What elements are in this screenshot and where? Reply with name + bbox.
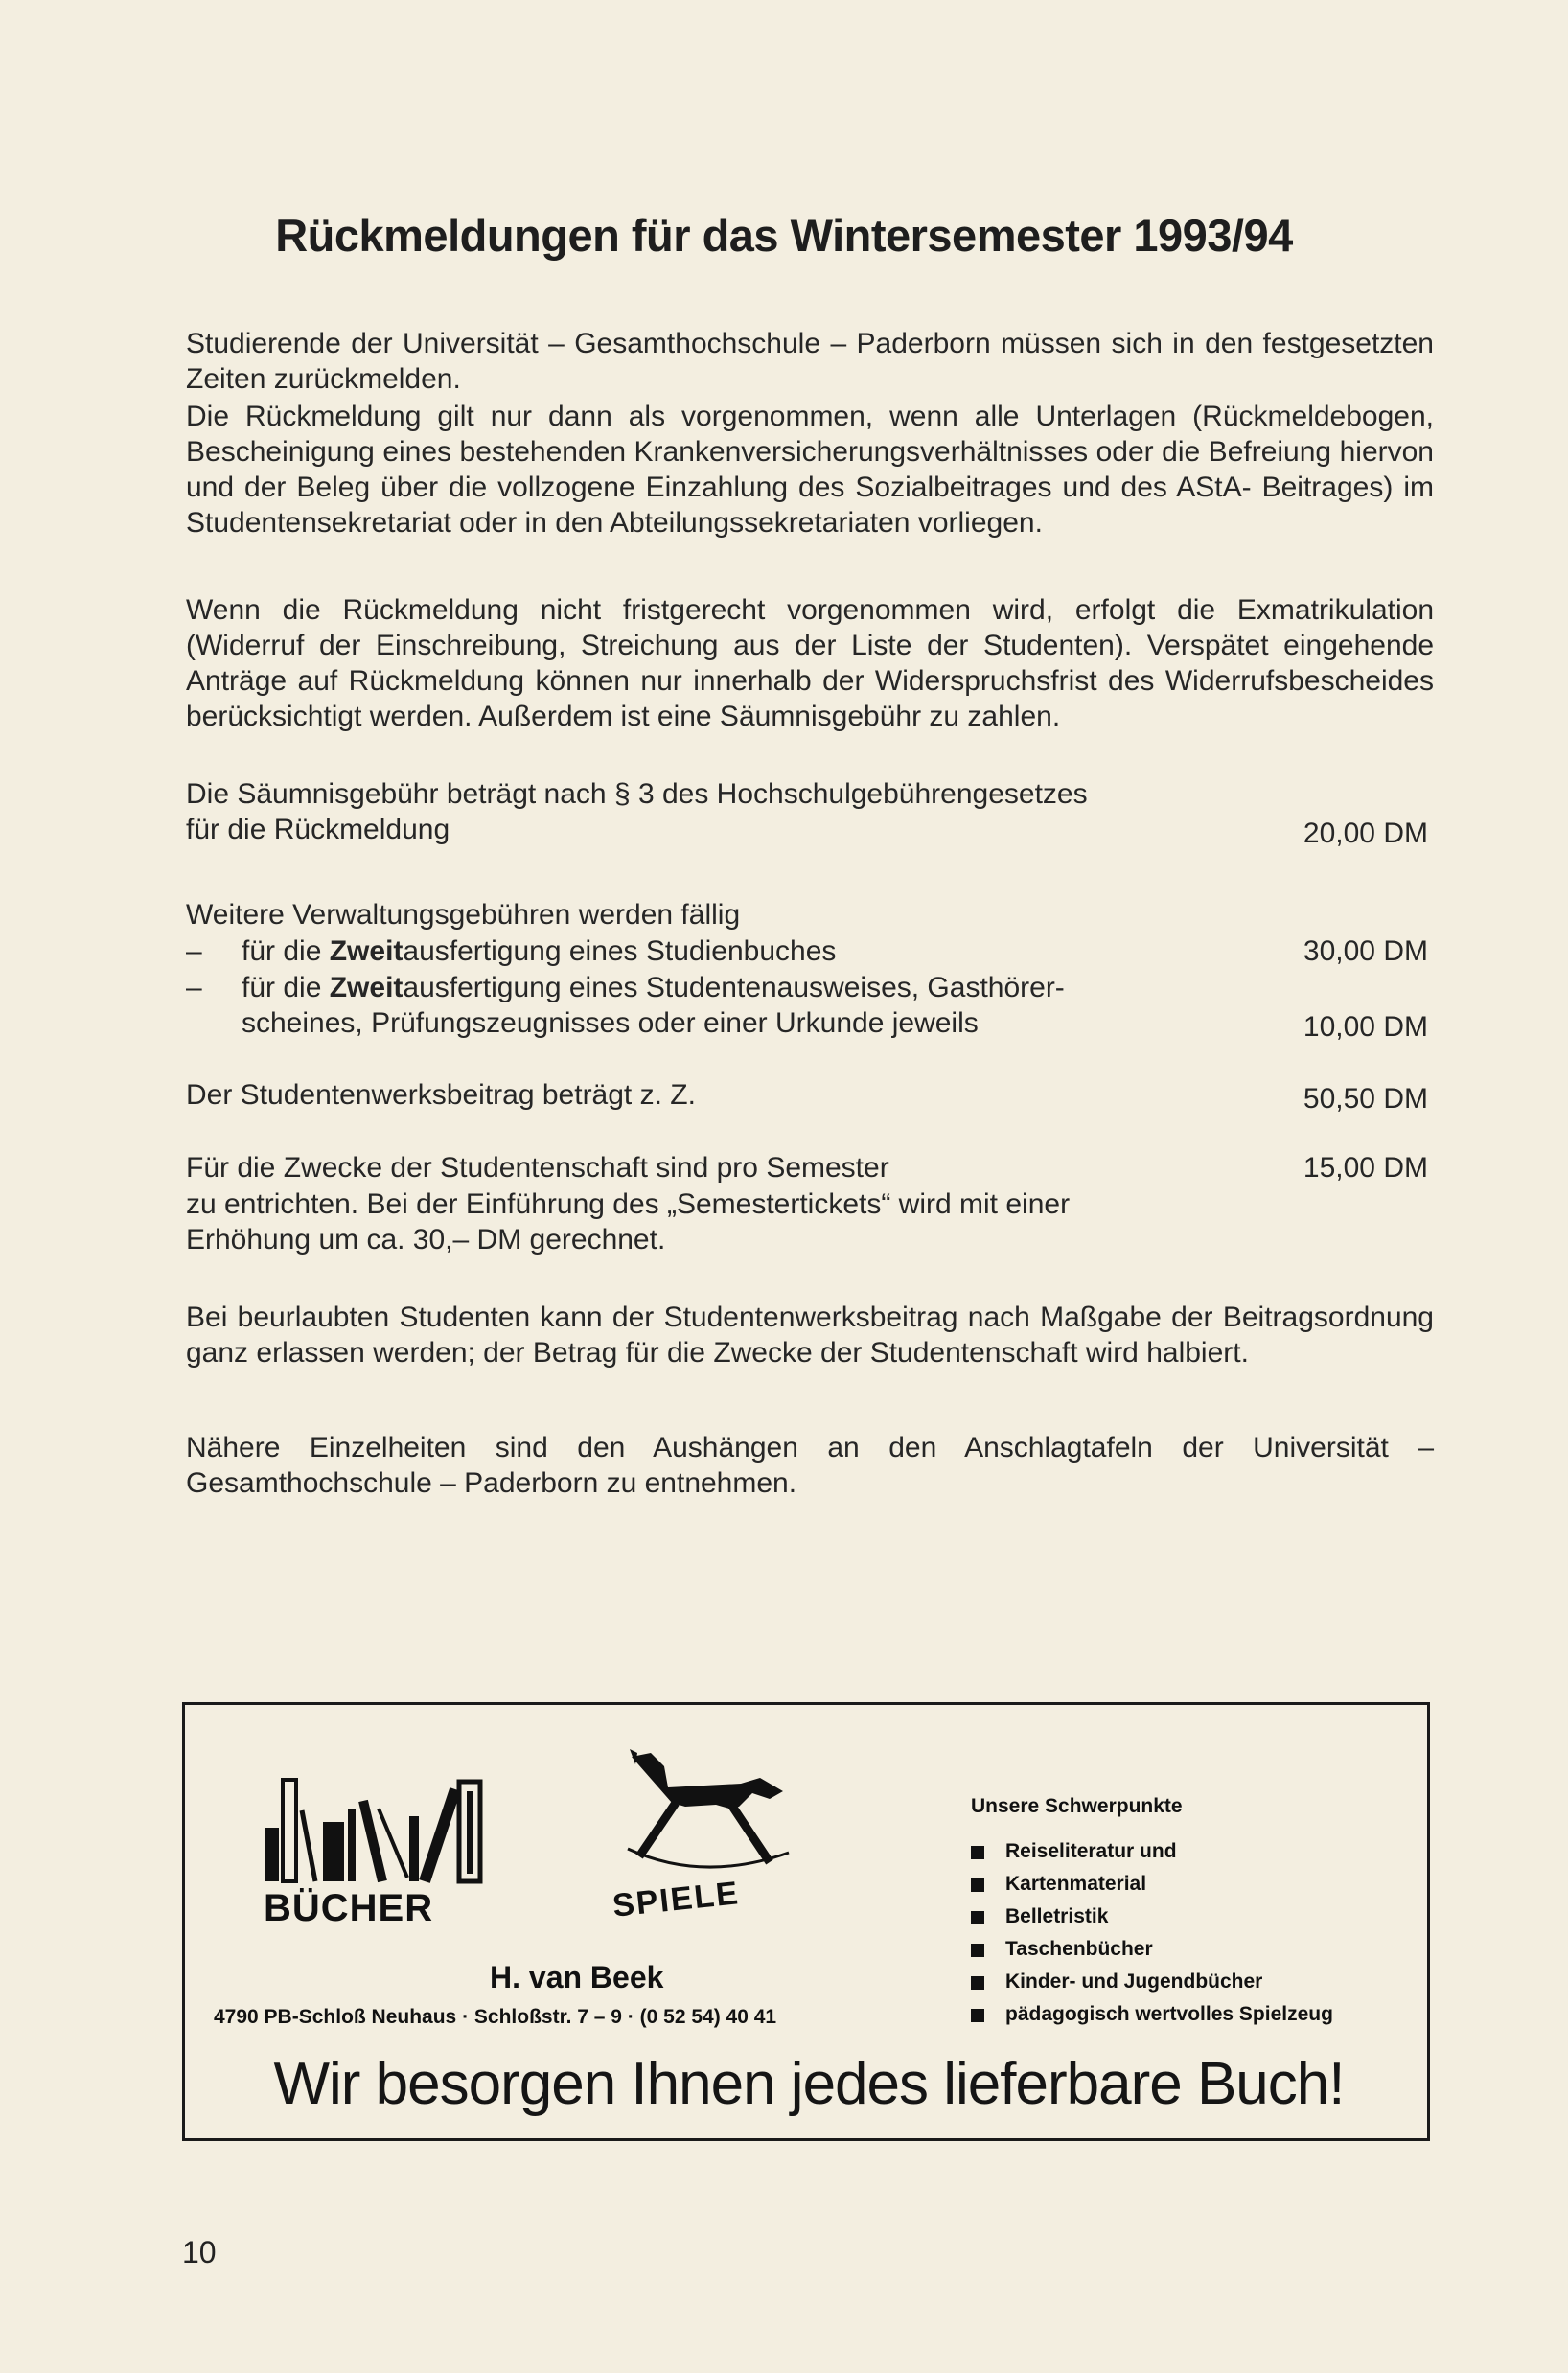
ad-slogan: Wir besorgen Ihnen jedes lieferbare Buch!	[273, 2051, 1345, 2117]
admin-fee-item-text-line2: scheines, Prüfungszeugnisses oder einer Urkunde jeweils	[242, 1007, 979, 1039]
list-dash: –	[186, 972, 202, 1003]
list-item	[971, 1998, 1333, 2031]
admin-fee-item-text	[242, 933, 836, 969]
item-rest: ausfertigung eines Studienbuches	[403, 935, 837, 967]
item-prefix: für die	[242, 972, 330, 1003]
studentenschaft-line1	[186, 1150, 1428, 1186]
page-number: 10	[182, 2235, 217, 2269]
square-bullet-icon	[971, 2009, 984, 2022]
late-fee-line2	[186, 812, 1428, 847]
paragraph-exmatriculation: Wenn die Rückmeldung nicht fristgerecht vorgenommen wird, erfolgt die Exmatrikulation (Widerruf der Einschreibung, Streichung aus der Liste der Studenten). Verspätet eingehende Anträge auf Rückmeldung können nur innerhalb der Widerspruchsfrist des Widerrufsbescheides berücksichtigt werden. Außerdem ist eine Säumnisgebühr zu zahlen.	[186, 594, 1434, 732]
paragraph-beurlaubt: Bei beurlaubten Studenten kann der Studentenwerksbeitrag nach Maßgabe der Beitragsordnung ganz erlassen werden; der Betrag für die Zwecke der Studentenschaft wird halbiert.	[186, 1302, 1434, 1369]
paragraph-intro: Studierende der Universität – Gesamthochschule – Paderborn müssen sich in den festgesetzten Zeiten zurückmelden.	[186, 328, 1434, 395]
admin-fees-intro	[186, 897, 1428, 933]
late-fee-amount: 20,00 DM	[1303, 818, 1428, 849]
focus-item-label: pädagogisch wertvolles Spielzeug	[1005, 2003, 1333, 2025]
focus-item-label: Reiseliteratur und	[1005, 1840, 1177, 1862]
square-bullet-icon	[971, 1944, 984, 1957]
page-title: Rückmeldungen für das Wintersemester 1993/94	[275, 210, 1293, 261]
square-bullet-icon	[971, 1976, 984, 1990]
shop-address: 4790 PB-Schloß Neuhaus · Schloßstr. 7 – 9 · (0 52 54) 40 41	[214, 2006, 777, 2028]
list-item	[971, 1835, 1333, 1868]
list-dash: –	[186, 935, 202, 967]
list-item	[971, 1901, 1333, 1933]
admin-fee-amount-ausweis: 10,00 DM	[1303, 1011, 1428, 1043]
focus-item-label: Belletristik	[1005, 1905, 1109, 1927]
late-fee-label: für die Rückmeldung	[186, 814, 450, 845]
item-bold: Zweit	[329, 972, 404, 1003]
studentenwerk-amount: 50,50 DM	[1303, 1083, 1428, 1115]
item-prefix: für die	[242, 935, 330, 967]
late-fee-text: Die Säumnisgebühr beträgt nach § 3 des Hochschulgebührengesetzes	[186, 778, 1088, 810]
spiele-label: SPIELE	[611, 1875, 742, 1924]
focus-item-label: Taschenbücher	[1005, 1938, 1153, 1960]
paragraph-details: Nähere Einzelheiten sind den Aushängen an den Anschlagtafeln der Universität – Gesamthochschule – Paderborn zu entnehmen.	[186, 1432, 1434, 1499]
paragraph-documents: Die Rückmeldung gilt nur dann als vorgenommen, wenn alle Unterlagen (Rückmeldebogen, Bescheinigung eines bestehenden Krankenversicherungsverhältnisses oder die Befreiung hiervon und der Beleg über die vollzogene Einzahlung des Sozialbeitrages und des AStA- Beitrages) im Studentensekretariat oder in den Abteilungssekretariaten vorliegen.	[186, 401, 1434, 539]
list-item	[971, 1868, 1333, 1901]
admin-fees-intro-text: Weitere Verwaltungsgebühren werden fällig	[186, 899, 741, 931]
studentenschaft-text1: Für die Zwecke der Studentenschaft sind pro Semester	[186, 1152, 889, 1184]
studentenwerk-line	[186, 1077, 1428, 1113]
shop-name: H. van Beek	[490, 1960, 664, 1994]
list-item	[971, 1966, 1333, 1998]
item-bold: Zweit	[329, 935, 404, 967]
focus-item-label: Kartenmaterial	[1005, 1873, 1147, 1895]
list-item	[971, 1933, 1333, 1966]
square-bullet-icon	[971, 1878, 984, 1892]
rocking-horse-icon	[626, 1749, 795, 1874]
focus-list	[971, 1835, 1333, 2031]
studentenwerk-text: Der Studentenwerksbeitrag beträgt z. Z.	[186, 1079, 696, 1111]
studentenschaft-text2: zu entrichten. Bei der Einführung des „Semestertickets“ wird mit einer	[186, 1188, 1071, 1220]
buecher-label: BÜCHER	[264, 1887, 434, 1929]
admin-fee-item-text	[242, 970, 1065, 1005]
studentenschaft-line2	[186, 1186, 1428, 1222]
studentenschaft-amount: 15,00 DM	[1303, 1152, 1428, 1184]
late-fee-line1	[186, 776, 1428, 812]
books-icon	[264, 1772, 494, 1887]
focus-title: Unsere Schwerpunkte	[971, 1795, 1183, 1817]
studentenschaft-text3: Erhöhung um ca. 30,– DM gerechnet.	[186, 1224, 666, 1256]
item-rest: ausfertigung eines Studentenausweises, Gasthörer-	[403, 972, 1065, 1003]
bookshop-advertisement	[182, 1702, 1430, 2141]
focus-item-label: Kinder- und Jugendbücher	[1005, 1970, 1263, 1993]
square-bullet-icon	[971, 1846, 984, 1859]
square-bullet-icon	[971, 1911, 984, 1924]
admin-fee-amount-studienbuch: 30,00 DM	[1303, 935, 1428, 967]
studentenschaft-line3	[186, 1222, 1428, 1257]
